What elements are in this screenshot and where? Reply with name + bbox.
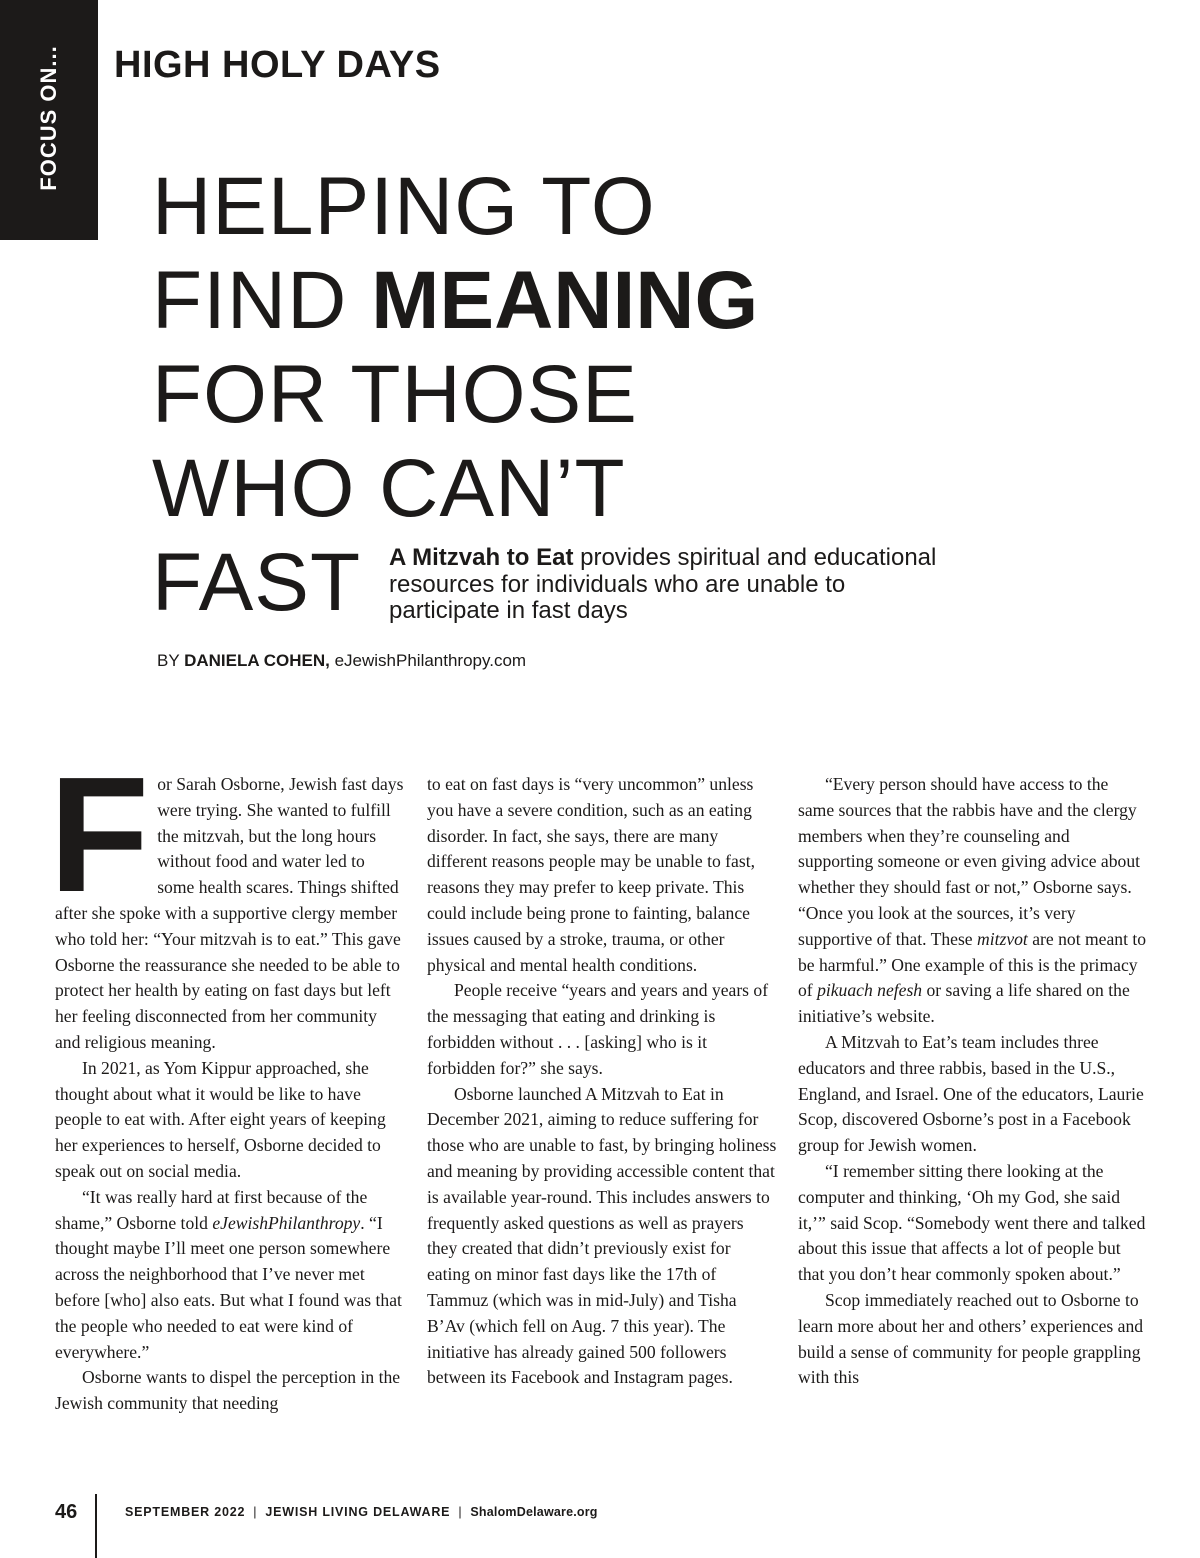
article-column-3 [798,772,1148,1391]
section-title: HIGH HOLY DAYS [114,44,441,86]
byline-source: eJewishPhilanthropy.com [329,651,527,670]
headline-line-4: WHO CAN’T [152,443,626,534]
article-paragraph: A Mitzvah to Eat’s team includes three educators and three rabbis, based in the U.S., England, and Israel. One of the educators, Laurie Scop, discovered Osborne’s post in a Facebook group for Jewish women. [798,1031,1144,1156]
publication-name-italic: eJewishPhilanthropy [212,1212,361,1233]
article-paragraph: In 2021, as Yom Kippur approached, she thought about what it would be like to have people to eat with. After eight years of keeping her experiences to herself, Osborne decided to speak out on social media. [55,1057,386,1181]
byline-author: DANIELA COHEN, [184,651,330,670]
article-paragraph: Scop immediately reached out to Osborne to learn more about her and others’ experiences and build a sense of community for people grappling with this [798,1289,1144,1388]
footer-separator: | [458,1505,463,1519]
byline-prefix: BY [157,651,185,670]
website-link[interactable]: ShalomDelaware.org [470,1505,598,1519]
footer-info [125,1505,598,1519]
article-column-1 [49,772,405,1417]
footer-divider [95,1494,97,1558]
headline-emphasis: MEANING [371,255,759,346]
article-paragraph: People receive “years and years and years of the messaging that eating and drinking is forbidden without . . . [asking] who is it forbidden for?” she says. [427,980,769,1078]
paragraph-text: or Sarah Osborne, Jewish fast days were trying. She wanted to fulfill the mitzvah, but the long hours without food and water led to some health scares. Things shifted after she spoke with a supportive clergy member who told her: “Your mitzvah is to eat.” This gave Osborne the reassurance she needed to be able to protect her health by eating on fast days but left her feeling disconnected from her community and religious meaning. [55,774,404,1052]
headline-line-1: HELPING TO [152,161,656,252]
byline [157,651,526,671]
paragraph-text: “Every person should have access to the same sources that the rabbis have and the clergy members when they’re counseling and supporting someone or even giving advice about whether they should fast or not,” Osborne says. “Once you look at the sources, it’s very supportive of that. These [798,774,1141,949]
subhead-lead: A Mitzvah to Eat [389,544,574,571]
headline-line-3: FOR THOSE [152,349,638,440]
footer-separator: | [253,1505,258,1519]
paragraph-text: “It was really hard at first because of the shame,” Osborne told [55,1186,368,1233]
paragraph-text: or saving a life shared on the initiative’s website. [798,980,1130,1027]
paragraph-text: . “I thought maybe I’ll meet one person somewhere across the neighborhood that I’ve never met before [who] also eats. But what I found was that the people who needed to eat were kind of everywhere.” [55,1212,402,1362]
publication-title: JEWISH LIVING DELAWARE [265,1505,451,1519]
drop-cap: F [49,776,150,898]
article-paragraph [55,1185,405,1366]
term-italic: pikuach nefesh [817,980,923,1001]
headline-line-5: FAST [152,537,362,628]
article-column-2 [427,772,777,1391]
article-paragraph: to eat on fast days is “very uncommon” unless you have a severe condition, such as an eating disorder. In fact, she says, there are many different reasons people may be unable to fast, reasons they may prefer to keep private. This could include being prone to fainting, balance issues caused by a stroke, trauma, or other physical and mental health conditions. [427,774,755,975]
article-paragraph: Osborne launched A Mitzvah to Eat in December 2021, aiming to reduce suffering for those who are unable to fast, by bringing holiness and meaning by providing accessible content that is available year-round. This includes answers to frequently asked questions as well as prayers they created that didn’t previously exist for eating on minor fast days like the 17th of Tammuz (which was in mid-July) and Tisha B’Av (which fell on Aug. 7 this year). The initiative has already gained 500 followers between its Facebook and Instagram pages. [427,1083,777,1388]
article-paragraph [49,772,405,1056]
focus-on-tab [0,0,98,240]
headline-line-2 [152,254,758,348]
page-footer [55,1500,755,1558]
term-italic: mitzvot [977,928,1028,949]
subhead-rest: provides spiritual and educational resources for individuals who are unable to participate in fast days [389,544,937,624]
headline-line-2-regular: FIND [152,255,372,346]
subheadline [389,545,949,625]
paragraph-text: are not meant to be harmful.” One example of this is the primacy of [798,928,1147,1001]
focus-on-label: FOCUS ON... [36,45,61,191]
issue-date: SEPTEMBER 2022 [125,1505,246,1519]
article-paragraph: “I remember sitting there looking at the computer and thinking, ‘Oh my God, she said it,’” said Scop. “Somebody went there and talked about this issue that affects a lot of people but that you don’t hear commonly spoken about.” [798,1160,1146,1285]
page-number: 46 [55,1501,78,1523]
article-paragraph: Osborne wants to dispel the perception in the Jewish community that needing [55,1367,401,1414]
article-paragraph [798,772,1148,1030]
